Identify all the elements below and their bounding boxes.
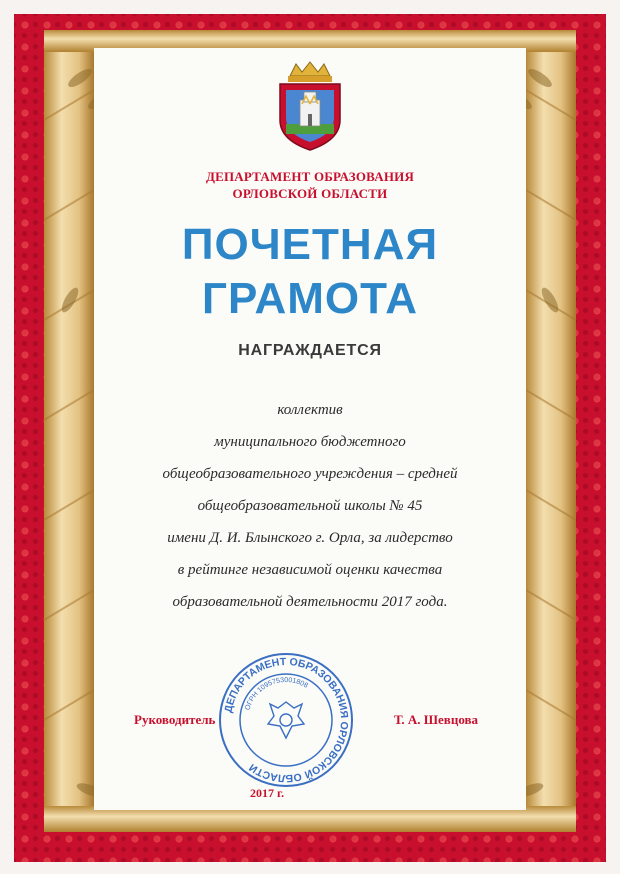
seal-outer-text: ДЕПАРТАМЕНТ ОБРАЗОВАНИЯ ОРЛОВСКОЙ ОБЛАСТИ	[222, 655, 351, 785]
certificate-date: 2017 г.	[250, 786, 285, 800]
title-line-2: ГРАМОТА	[202, 274, 418, 323]
award-line: в рейтинге независимой оценки качества	[177, 562, 443, 578]
signature-name: Т. А. Шевцова	[394, 712, 479, 727]
awarded-label: НАГРАЖДАЕТСЯ	[238, 342, 382, 359]
award-line: образовательной деятельности 2017 года.	[172, 594, 448, 610]
award-text	[0, 394, 620, 618]
coat-of-arms-icon	[272, 60, 348, 152]
certificate-title	[0, 218, 620, 326]
department-line-1: ДЕПАРТАМЕНТ ОБРАЗОВАНИЯ	[205, 169, 415, 184]
svg-text:ДЕПАРТАМЕНТ ОБРАЗОВАНИЯ ОРЛОВС	[222, 656, 350, 784]
seal-ogrn-text: ОГРН 1095753001808	[244, 676, 310, 712]
department-heading	[0, 168, 620, 202]
award-line: муниципального бюджетного	[214, 434, 406, 450]
award-line: имени Д. И. Блынского г. Орла, за лидерство	[167, 530, 453, 546]
signature-role: Руководитель	[134, 712, 216, 727]
award-line: общеобразовательной школы № 45	[197, 498, 423, 514]
title-line-1: ПОЧЕТНАЯ	[181, 220, 439, 269]
award-line: общеобразовательного учреждения – средней	[162, 466, 458, 482]
official-seal-icon	[216, 650, 356, 790]
award-line: коллектив	[277, 402, 343, 418]
department-line-2: ОРЛОВСКОЙ ОБЛАСТИ	[232, 186, 388, 201]
